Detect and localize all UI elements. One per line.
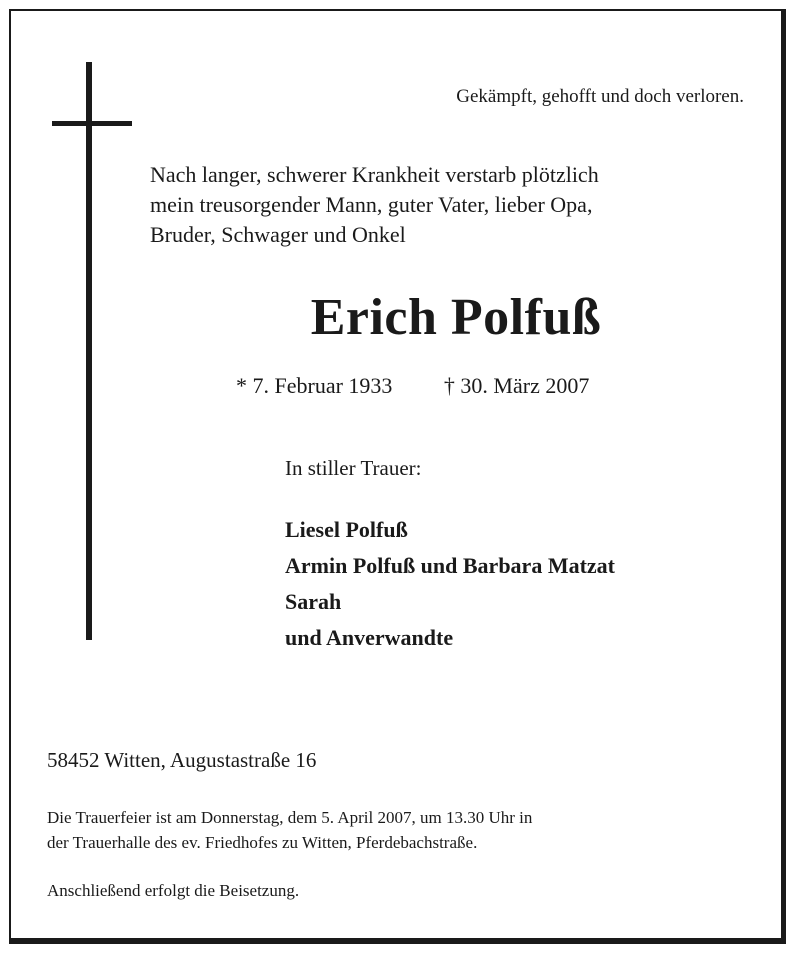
motto: Gekämpft, gehofft und doch verloren. <box>456 86 744 107</box>
intro-line: Bruder, Schwager und Onkel <box>150 222 406 247</box>
mourner-name: Armin Polfuß und Barbara Matzat <box>285 553 615 578</box>
mourner-name: Liesel Polfuß <box>285 517 408 542</box>
burial-info: Anschließend erfolgt die Beisetzung. <box>47 881 300 900</box>
deceased-name: Erich Polfuß <box>310 289 602 346</box>
intro-line: Nach langer, schwerer Krankheit verstarb plötzlich <box>150 162 599 187</box>
mourners-list <box>285 512 615 656</box>
address: 58452 Witten, Augustastraße 16 <box>47 748 317 772</box>
intro-line: mein treusorgender Mann, guter Vater, lieber Opa, <box>150 192 593 217</box>
ceremony-line: der Trauerhalle des ev. Friedhofes zu Witten, Pferdebachstraße. <box>47 833 478 852</box>
ceremony-info <box>47 805 767 855</box>
birth-date: * 7. Februar 1933 <box>236 373 393 398</box>
mourner-name: Sarah <box>285 589 342 614</box>
ceremony-line: Die Trauerfeier ist am Donnerstag, dem 5. April 2007, um 13.30 Uhr in <box>47 808 533 827</box>
cross-icon <box>86 62 92 640</box>
cross-icon-bar <box>52 121 132 126</box>
death-date: † 30. März 2007 <box>443 373 590 398</box>
mourner-name: und Anverwandte <box>285 625 454 650</box>
mourning-label: In stiller Trauer: <box>285 456 422 480</box>
intro-text <box>150 160 599 250</box>
life-dates <box>236 373 589 399</box>
